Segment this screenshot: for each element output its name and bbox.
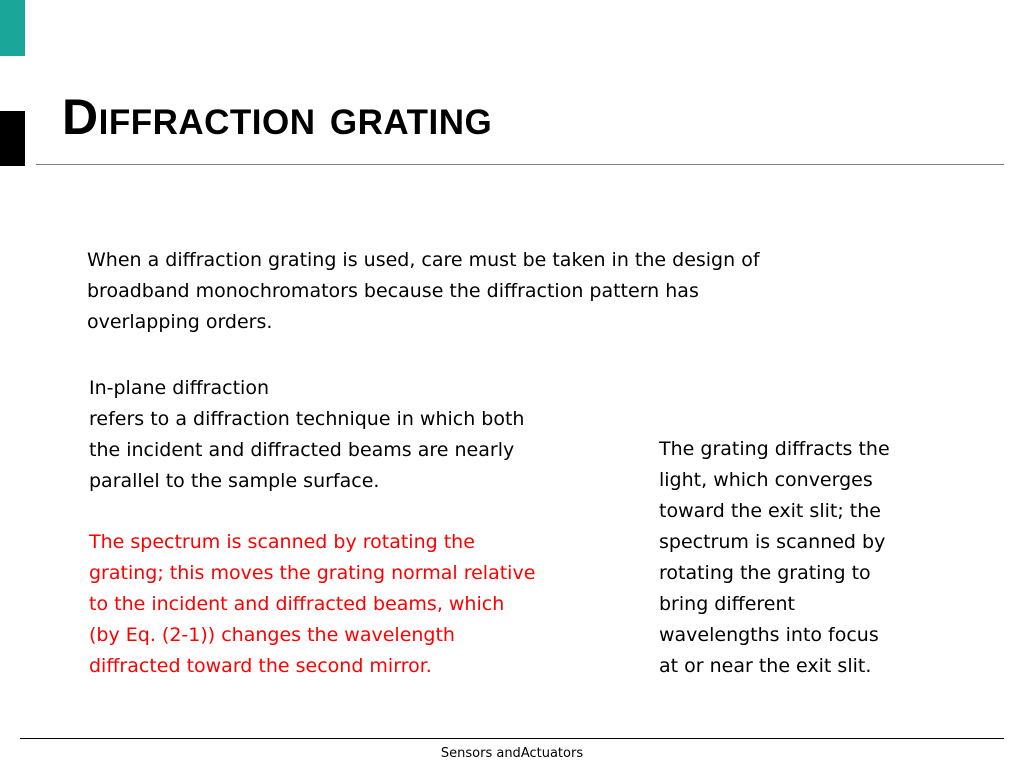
grating-diffracts-paragraph: The grating diffracts the light, which converges toward the exit slit; the spectrum is scanned by rotating the grating to bring different wavelengths into focus at or near the exit slit. <box>659 438 890 677</box>
intro-paragraph: When a diffraction grating is used, care must be taken in the design of broadband monochromators because the diffraction pattern has overlapping orders. <box>87 249 760 333</box>
slide-title: Diffraction grating <box>62 89 493 145</box>
in-plane-heading: In-plane diffraction <box>89 377 269 399</box>
spectrum-scan-paragraph: The spectrum is scanned by rotating the grating; this moves the grating normal relative to the incident and diffracted beams, which (by Eq. (2-1)) changes the wavelength diffracted toward the second mirror. <box>89 531 536 677</box>
title-divider <box>36 164 1004 165</box>
in-plane-body: refers to a diffraction technique in which both the incident and diffracted beams are nearly parallel to the sample surface. <box>89 408 525 492</box>
black-accent-bar <box>0 111 25 166</box>
footer-text: Sensors andActuators <box>440 746 584 761</box>
teal-accent-bar <box>0 0 25 56</box>
in-plane-paragraph <box>89 373 559 497</box>
footer-divider <box>20 738 1004 739</box>
